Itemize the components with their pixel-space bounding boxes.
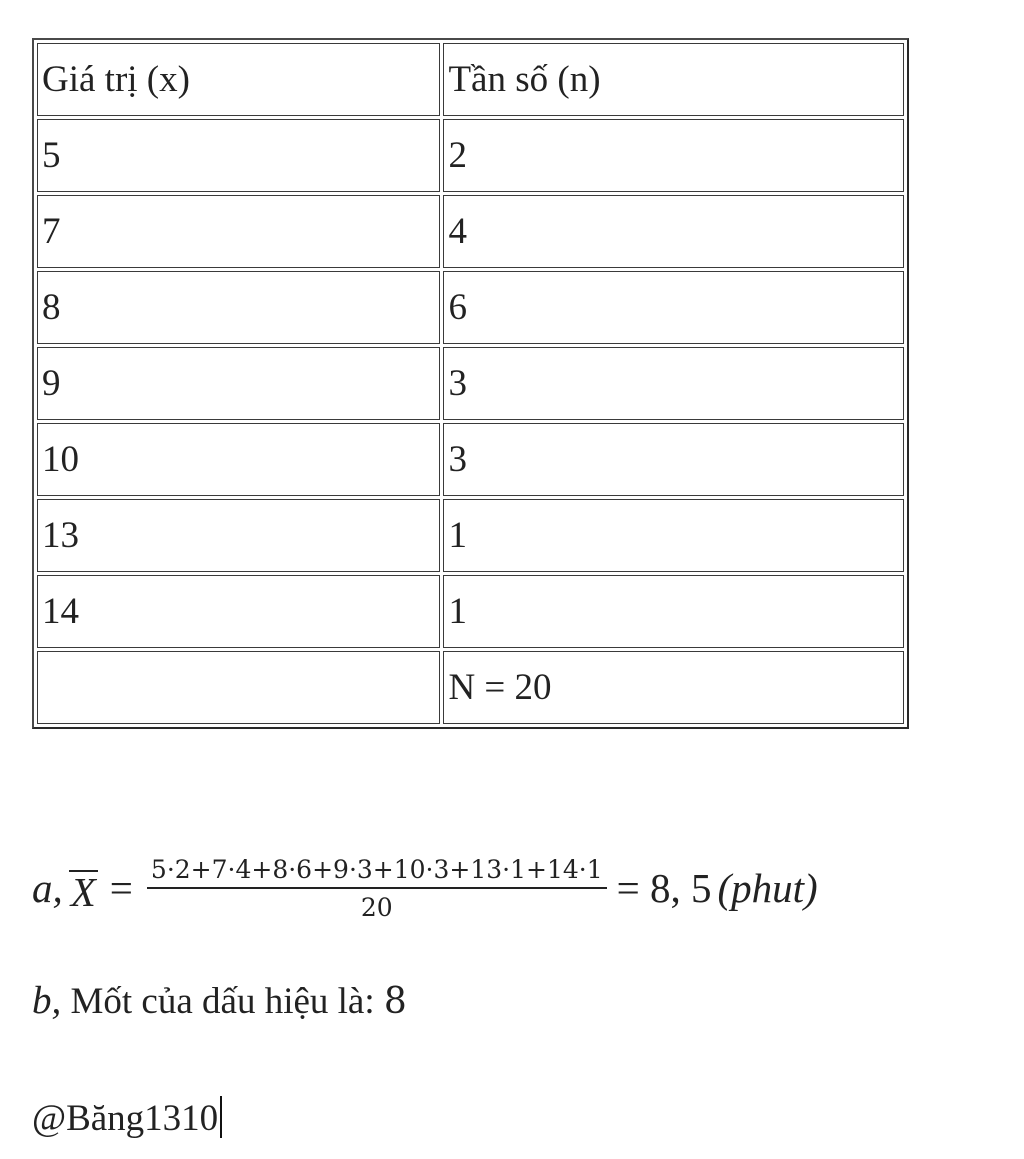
table-cell: 5 (37, 119, 440, 192)
mean-symbol: X (70, 868, 96, 915)
fraction-denominator: 20 (360, 892, 393, 922)
table-row (37, 423, 904, 496)
table-row (37, 119, 904, 192)
text-cursor (220, 1096, 222, 1138)
table-row (37, 195, 904, 268)
mean-unit: (phut) (717, 865, 818, 911)
table-header-cell: Giá trị (x) (37, 43, 440, 116)
table-row (37, 575, 904, 648)
table-cell: 2 (443, 119, 904, 192)
signature-text: @Băng1310 (32, 1098, 219, 1139)
table-cell: 7 (37, 195, 440, 268)
table-cell: 1 (443, 575, 904, 648)
mean-result: = 8, 5 (616, 865, 712, 911)
equals-sign: = (109, 865, 133, 911)
table-cell: 13 (37, 499, 440, 572)
table-cell: 8 (37, 271, 440, 344)
fraction-numerator: 5·2+7·4+8·6+9·3+10·3+13·1+14·1 (147, 857, 607, 889)
table-cell: 14 (37, 575, 440, 648)
table-cell: 6 (443, 271, 904, 344)
part-a-label: a, (32, 865, 63, 911)
table-header-row (37, 43, 904, 116)
mode-text: Mốt của dấu hiệu là: (70, 981, 375, 1022)
table-cell: 3 (443, 347, 904, 420)
table-total-row (37, 651, 904, 724)
table-cell: 1 (443, 499, 904, 572)
table-cell: 4 (443, 195, 904, 268)
mean-formula (32, 848, 818, 928)
mode-value: 8 (383, 981, 407, 1022)
table-row (37, 347, 904, 420)
table-cell: 9 (37, 347, 440, 420)
mean-fraction (147, 854, 607, 922)
table-cell: 3 (443, 423, 904, 496)
frequency-table (32, 38, 909, 729)
table-row (37, 271, 904, 344)
total-cell: N = 20 (443, 651, 904, 724)
author-signature (32, 1096, 222, 1141)
table-cell: 10 (37, 423, 440, 496)
mode-answer (32, 978, 407, 1025)
table-cell-empty (37, 651, 440, 724)
table-header-cell: Tần số (n) (443, 43, 904, 116)
part-b-label: b, (32, 979, 62, 1022)
table-row (37, 499, 904, 572)
